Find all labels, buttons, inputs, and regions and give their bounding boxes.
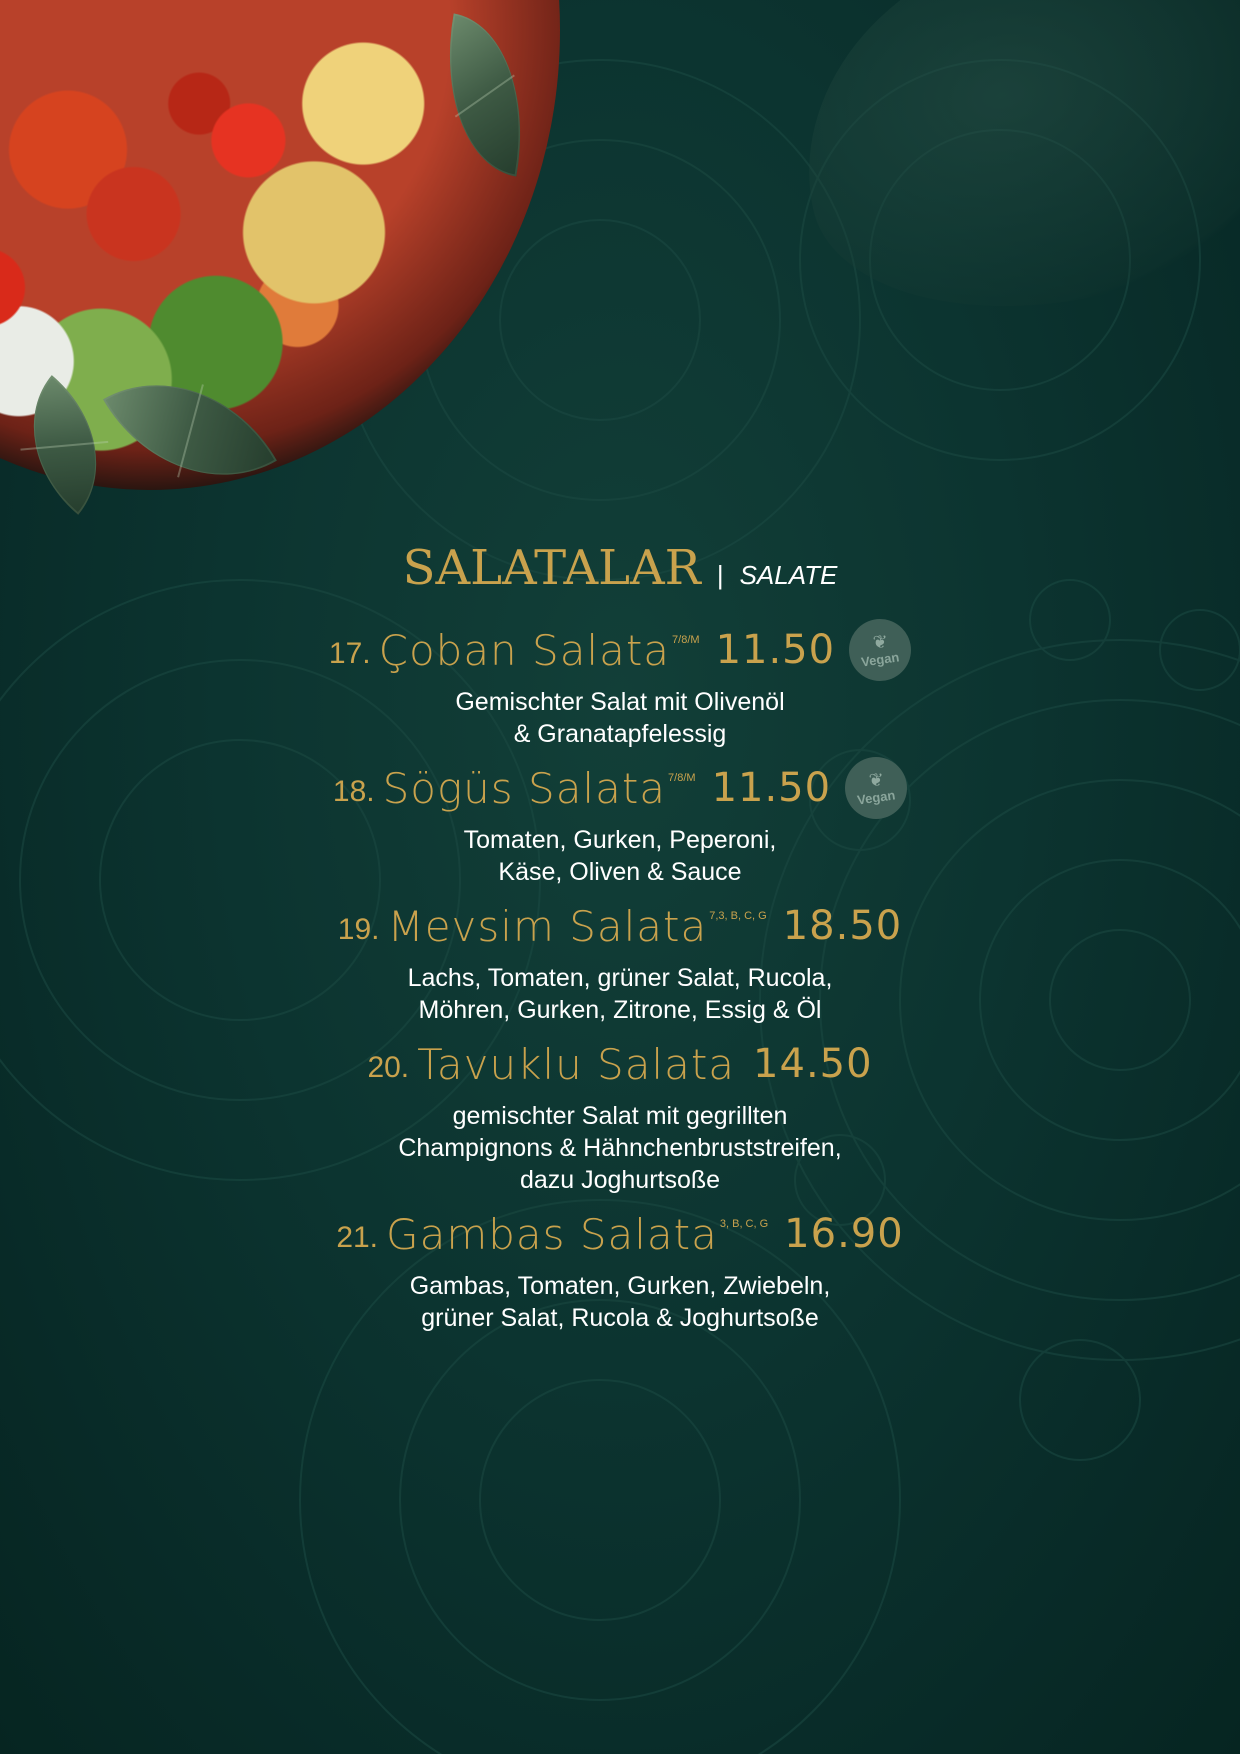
item-price: 11.50: [715, 627, 836, 673]
menu-item-heading: [0, 1034, 1240, 1094]
item-description: [0, 824, 1240, 888]
item-name: Sögüs Salata: [382, 763, 667, 813]
item-description: [0, 1100, 1240, 1196]
item-number: 19.: [337, 913, 380, 946]
item-number: 17.: [328, 637, 371, 670]
vegan-label: Vegan: [860, 648, 901, 670]
menu-section: [0, 540, 1240, 1342]
item-description: [0, 686, 1240, 750]
item-description: [0, 1270, 1240, 1334]
section-title: SALATALAR: [402, 540, 701, 596]
menu-item: [0, 1204, 1240, 1334]
menu-item: [0, 620, 1240, 750]
menu-item: [0, 758, 1240, 888]
menu-item-heading: [0, 758, 1240, 818]
item-description-line: Gambas, Tomaten, Gurken, Zwiebeln,: [409, 1272, 831, 1300]
vegan-leaf-icon: ❦: [872, 631, 888, 653]
item-description-line: dazu Joghurtsoße: [519, 1166, 721, 1194]
item-allergens: 7/8/M: [672, 634, 700, 646]
item-price: 16.90: [784, 1211, 904, 1257]
item-price: 18.50: [782, 903, 903, 949]
item-description-line: & Granatapfelessig: [513, 720, 727, 748]
item-description-line: grüner Salat, Rucola & Joghurtsoße: [421, 1304, 819, 1332]
vegan-badge: [849, 619, 911, 681]
item-description: [0, 962, 1240, 1026]
vegan-leaf-icon: ❦: [868, 769, 884, 791]
item-description-line: gemischter Salat mit gegrillten: [452, 1102, 788, 1130]
item-description-line: Möhren, Gurken, Zitrone, Essig & Öl: [418, 996, 822, 1024]
menu-item: [0, 1034, 1240, 1196]
item-description-line: Gemischter Salat mit Olivenöl: [455, 688, 785, 716]
item-name: Gambas Salata: [386, 1209, 718, 1259]
item-number: 18.: [332, 775, 375, 808]
item-name: Çoban Salata: [378, 625, 671, 675]
item-description-line: Lachs, Tomaten, grüner Salat, Rucola,: [407, 964, 833, 992]
item-description-line: Käse, Oliven & Sauce: [498, 858, 742, 886]
menu-item-heading: [0, 896, 1240, 956]
section-header: [0, 540, 1240, 620]
menu-item-heading: [0, 1204, 1240, 1264]
section-separator: |: [716, 560, 724, 590]
background-leaf-image: [768, 0, 1240, 350]
item-name: Mevsim Salata: [387, 901, 708, 951]
item-price: 11.50: [711, 765, 832, 811]
item-number: 21.: [336, 1221, 379, 1254]
item-description-line: Tomaten, Gurken, Peperoni,: [463, 826, 777, 854]
item-name: Tavuklu Salata: [417, 1039, 736, 1089]
item-number: 20.: [367, 1051, 410, 1084]
item-allergens: 3, B, C, G: [719, 1218, 769, 1230]
menu-item-heading: [0, 620, 1240, 680]
vegan-badge: [845, 757, 907, 819]
item-price: 14.50: [753, 1041, 873, 1087]
item-description-line: Champignons & Hähnchenbruststreifen,: [398, 1134, 842, 1162]
item-allergens: 7,3, B, C, G: [709, 910, 767, 922]
menu-item: [0, 896, 1240, 1026]
item-allergens: 7/8/M: [668, 772, 696, 784]
vegan-label: Vegan: [856, 786, 897, 808]
section-subtitle: SALATE: [739, 560, 838, 590]
